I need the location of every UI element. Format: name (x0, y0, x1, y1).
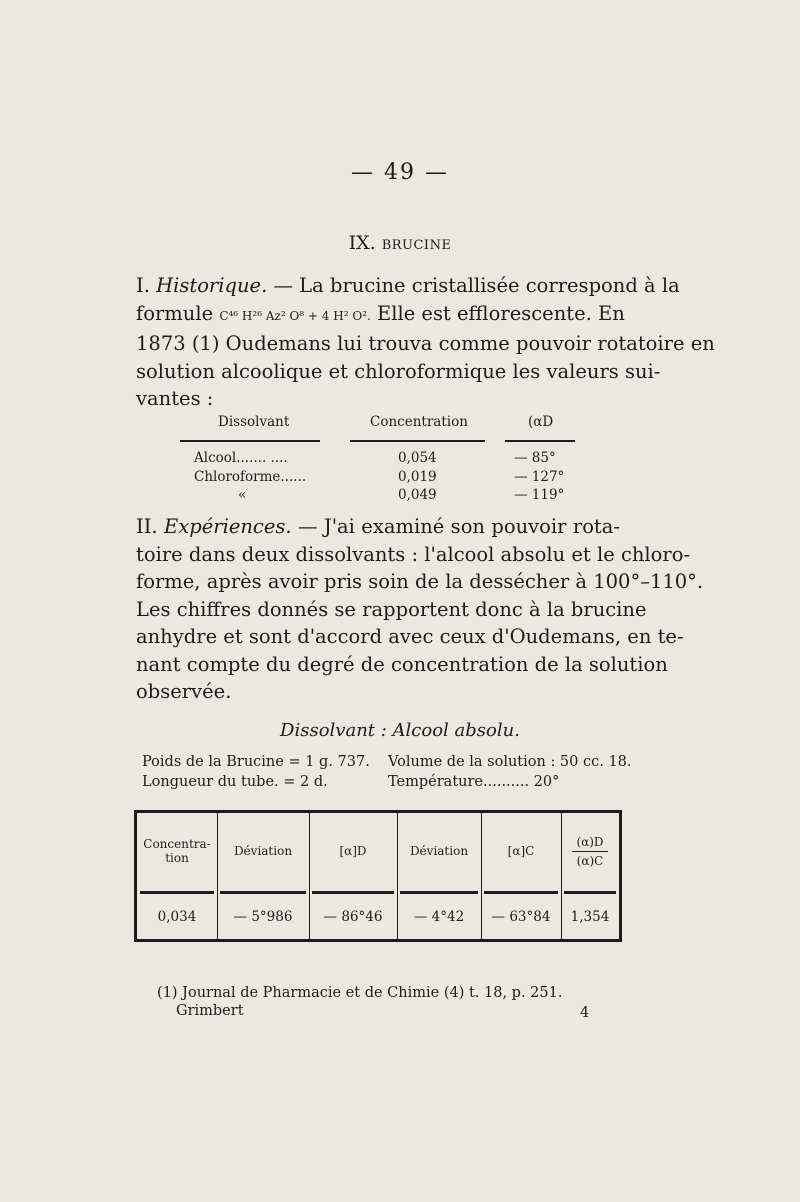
cell-concentration: 0,019 (398, 469, 437, 485)
experiences-line-5: anhydre et sont d'accord avec ceux d'Oudemans, en te- (136, 625, 684, 648)
meta-longueur: Longueur du tube. = 2 d. (142, 774, 328, 790)
historique-line-3: 1873 (1) Oudemans lui trouva comme pouvoir rotatoire en (136, 332, 715, 355)
results-value: — 5°986 (233, 909, 293, 925)
ratio-fraction (572, 835, 607, 868)
cell-concentration: 0,054 (398, 450, 437, 466)
results-header-ratio (561, 813, 619, 889)
experiences-line-4: Les chiffres donnés se rapportent donc à la brucine (136, 597, 647, 621)
meta-temperature: Température.......... 20° (388, 774, 560, 790)
experiences-line-7: observée. (136, 680, 232, 703)
results-value: — 63°84 (491, 909, 551, 925)
oudemans-table (180, 414, 600, 504)
results-header: Déviation (233, 844, 293, 858)
dissolvant-title: Dissolvant : Alcool absolu. (280, 720, 520, 741)
footnote: (1) Journal de Pharmacie et de Chimie (4) t. 18, p. 251. (157, 985, 563, 1001)
results-rule (400, 891, 478, 894)
results-column (397, 813, 482, 939)
results-column (481, 813, 562, 939)
brucine-formula: C⁴⁶ H²⁶ Az² O⁸ + 4 H² O². (219, 308, 371, 323)
results-value: 0,034 (157, 909, 197, 925)
signature: Grimbert (176, 1003, 244, 1019)
cell-dissolvant: « (238, 487, 247, 503)
signature-number: 4 (580, 1005, 590, 1021)
cell-alpha: — 85° (514, 450, 556, 466)
results-column (137, 813, 218, 939)
experiences-line-2: toire dans deux dissolvants : l'alcool absolu et le chloro- (136, 542, 691, 566)
results-rule (220, 891, 306, 894)
results-column (217, 813, 310, 939)
cell-dissolvant: Alcool....... .... (194, 450, 288, 466)
historique-line-2: formule C⁴⁶ H²⁶ Az² O⁸ + 4 H² O². Elle est efflorescente. En (136, 301, 625, 325)
cell-alpha: — 127° (514, 469, 565, 485)
header-rule (180, 440, 320, 442)
results-rule (564, 891, 616, 894)
results-column (561, 813, 619, 939)
historique-line-1: I. Historique. — La brucine cristallisée correspond à la (136, 274, 680, 297)
meta-volume: Volume de la solution : 50 cc. 18. (388, 754, 632, 770)
historique-line-5: vantes : (136, 387, 214, 410)
results-value: — 4°42 (413, 909, 465, 925)
section-title (0, 232, 800, 254)
ratio-numerator: (α)D (572, 835, 607, 852)
col-header-alpha: (αD (528, 414, 554, 430)
results-header: Concentra-tion (143, 837, 211, 865)
results-value: 1,354 (570, 909, 610, 925)
experiences-line-6: nant compte du degré de concentration de la solution (136, 652, 668, 676)
col-header-concentration: Concentration (370, 414, 468, 430)
results-header: [α]D (339, 844, 367, 858)
historique-line-4: solution alcoolique et chloroformique les valeurs sui- (136, 359, 661, 383)
results-rule (140, 891, 214, 894)
meta-poids: Poids de la Brucine = 1 g. 737. (142, 754, 370, 770)
page-number: — 49 — (351, 160, 449, 185)
experiences-line-1: II. Expériences. — J'ai examiné son pouvoir rota- (136, 515, 620, 538)
results-value: — 86°46 (323, 909, 383, 925)
header-rule (350, 440, 485, 442)
results-rule (312, 891, 394, 894)
cell-alpha: — 119° (514, 487, 565, 503)
experiences-paragraph (136, 513, 704, 706)
results-header: Déviation (409, 844, 469, 858)
ratio-denominator: (α)C (576, 853, 604, 868)
cell-dissolvant: Chloroforme...... (194, 469, 307, 485)
results-header: [α]C (507, 844, 535, 858)
results-rule (484, 891, 558, 894)
section-name: BRUCINE (381, 238, 452, 253)
results-column (309, 813, 398, 939)
experiences-line-3: forme, après avoir pris soin de la dessécher à 100°–110°. (136, 570, 704, 593)
section-numeral: IX. (348, 232, 376, 254)
col-header-dissolvant: Dissolvant (218, 414, 290, 430)
historique-paragraph (136, 272, 715, 413)
header-rule (505, 440, 575, 442)
results-table (134, 810, 622, 942)
cell-concentration: 0,049 (398, 487, 437, 503)
